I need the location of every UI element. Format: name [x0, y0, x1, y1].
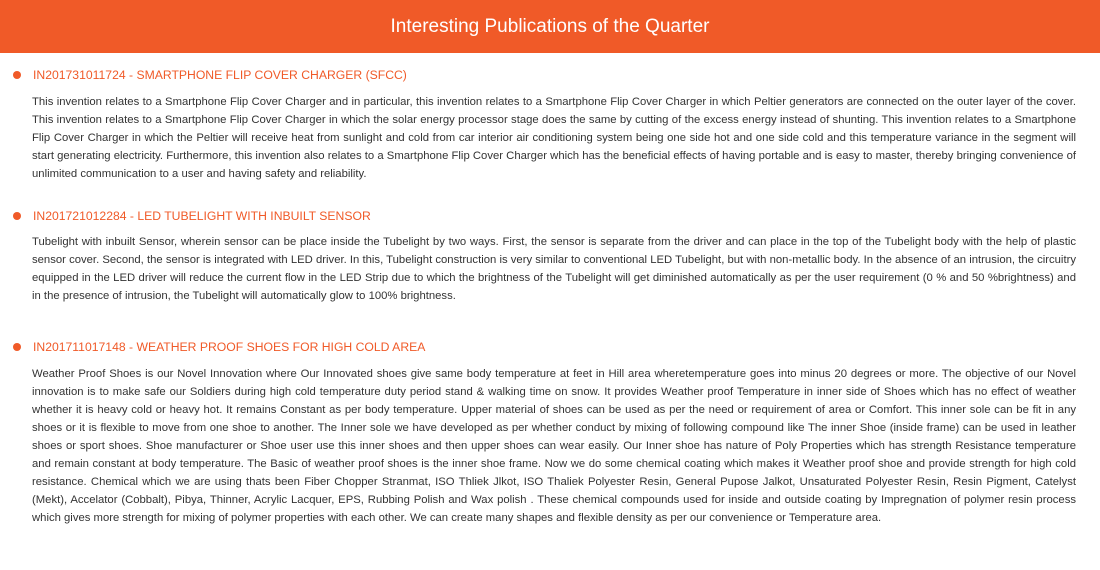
page-header: [0, 0, 1100, 53]
publication-title: IN201721012284 - LED TUBELIGHT WITH INBUILT SENSOR: [33, 209, 371, 223]
page-title: Interesting Publications of the Quarter: [390, 15, 710, 37]
publication-body: This invention relates to a Smartphone Flip Cover Charger and in particular, this invention relates to a Smartphone Flip Cover Charger in which Peltier generators are connected on the outer layer of the cover. This invention relates to a Smartphone Flip Cover Charger in which the solar energy processor stage does the same by cutting of the excess energy instead of shunting. This invention relates to a Smartphone Flip Cover Charger in which the Peltier will receive heat from sunlight and cold from car interior air conditioning system being one side hot and one side cold and this temperature variance in the segment will start generating electricity. Furthermore, this invention also relates to a Smartphone Flip Cover Charger which has the beneficial effects of having portable and is easy to master, thereby bringing convenience of unlimited communication to a user and having safety and reliability.: [32, 96, 1076, 180]
publication-title: IN201731011724 - SMARTPHONE FLIP COVER CHARGER (SFCC): [33, 68, 407, 82]
publication-body: Tubelight with inbuilt Sensor, wherein sensor can be place inside the Tubelight by two ways. First, the sensor is separate from the driver and can place in the top of the Tubelight body with the help of plastic sensor cover. Second, the sensor is integrated with LED driver. In this, Tubelight construction is very similar to conventional LED Tubelight, but with non-metallic body. In the absence of an intrusion, the circuitry equipped in the LED driver will reduce the current flow in the LED Strip due to which the brightness of the Tubelight will get diminished automatically as per the user requirement (0 % and 50 %brightness) and in the presence of intrusion, the Tubelight will automatically glow to 100% brightness.: [32, 236, 1076, 302]
bullet-icon: [13, 71, 21, 79]
bullet-icon: [13, 343, 21, 351]
bullet-icon: [13, 212, 21, 220]
publication-body: Weather Proof Shoes is our Novel Innovation where Our Innovated shoes give same body temperature at feet in Hill area wheretemperature goes into minus 20 degrees or more. The objective of our Novel innovation is to make safe our Soldiers during high cold temperature duty period stand & walking time on snow. It provides Weather proof Temperature in inner side of Shoes which has no effect of weather whether it is heavy cold or heavy hot. It remains Constant as per body temperature. Upper material of shoes can be used as per the need or requirement of area or Comfort. This inner sole can be fit in any shoes or it is flexible to move from one shoe to another. The Inner sole we have developed as per whether conduct by mixing of following compound like The inner Shoe (inside frame) can be used in leather shoes or sport shoes. Shoe manufacturer or Shoe user use this inner shoes and then upper shoes can wear easily. Our Inner shoe has nature of Poly Properties which has strength Resistance temperature and remain constant at body temperature. The Basic of weather proof shoes is the inner shoe frame. Now we do some chemical coating which makes it Weather proof shoe and provide strength for high cold resistance. Chemical which we are using thats been Fiber Chopper Stranmat, ISO Thliek Jlkot, ISO Thaliek Polyester Resin, General Pupose Jalkot, Unsaturated Polyester Resin, Resin Pigment, Catelyst (Mekt), Accelator (Cobbalt), Pibya, Thinner, Acrylic Lacquer, EPS, Rubbing Polish and Wax polish . These chemical compounds used for inside and outside coating by Impregnation of polymer resin process which gives more strength for mixing of polymer properties with each other. We can create many shapes and flexible density as per our convenience or Temperature area.: [32, 368, 1076, 524]
publication-title: IN201711017148 - WEATHER PROOF SHOES FOR HIGH COLD AREA: [33, 340, 426, 354]
